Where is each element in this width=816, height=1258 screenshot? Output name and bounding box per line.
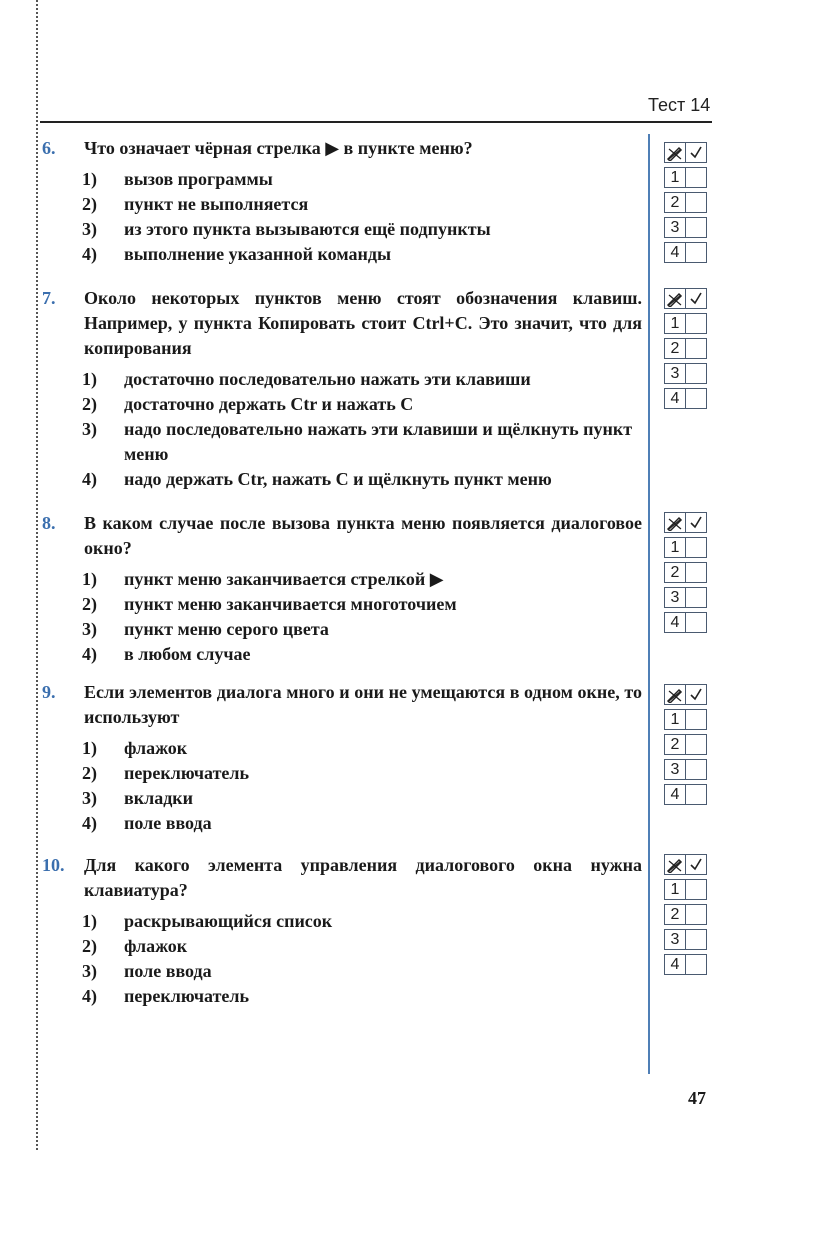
answer-option [42, 617, 642, 642]
question-number: 8. [42, 513, 56, 533]
pencil-cross-icon [664, 142, 686, 163]
option-number: 1) [82, 369, 97, 389]
question-number: 7. [42, 288, 56, 308]
answer-checkbox[interactable] [686, 954, 707, 975]
answer-checkbox[interactable] [686, 904, 707, 925]
question-number: 10. [42, 855, 65, 875]
option-text: пункт меню заканчивается стрелкой ▶ [124, 569, 444, 589]
answer-label: 2 [664, 734, 686, 755]
answer-label: 4 [664, 388, 686, 409]
answer-checkbox[interactable] [686, 759, 707, 780]
answer-option [42, 192, 642, 217]
answer-option [42, 567, 642, 592]
option-number: 2) [82, 763, 97, 783]
answer-box-q9 [664, 684, 716, 809]
answer-option [42, 786, 642, 811]
question-text: В каком случае после вызова пункта меню появляется диалоговое окно? [84, 513, 642, 558]
answer-checkbox[interactable] [686, 612, 707, 633]
answer-column-divider [648, 134, 650, 1074]
page-number: 47 [688, 1088, 706, 1108]
answer-label: 1 [664, 537, 686, 558]
option-text: переключатель [124, 763, 250, 783]
answer-option [42, 167, 642, 192]
answer-label: 4 [664, 612, 686, 633]
answer-checkbox[interactable] [686, 363, 707, 384]
answer-box-q7 [664, 288, 716, 413]
option-text: раскрывающийся список [124, 911, 333, 931]
answer-checkbox[interactable] [686, 537, 707, 558]
binding-dotted-line [36, 0, 38, 1150]
answer-option [42, 217, 642, 242]
answer-label: 1 [664, 879, 686, 900]
answer-checkbox[interactable] [686, 242, 707, 263]
answer-option [42, 242, 642, 267]
answer-checkbox[interactable] [686, 167, 707, 188]
option-number: 4) [82, 813, 97, 833]
answer-label: 3 [664, 587, 686, 608]
answer-label: 3 [664, 759, 686, 780]
option-text: пункт меню серого цвета [124, 619, 329, 639]
option-number: 3) [82, 788, 97, 808]
answer-label: 4 [664, 784, 686, 805]
pencil-cross-icon [664, 684, 686, 705]
option-text: надо держать Ctr, нажать C и щёлкнуть пункт меню [124, 469, 552, 489]
option-text: флажок [124, 936, 188, 956]
option-text: выполнение указанной команды [124, 244, 392, 264]
answer-option [42, 761, 642, 786]
answer-label: 1 [664, 709, 686, 730]
header-rule [40, 121, 712, 123]
answer-option [42, 367, 642, 392]
option-text: пункт не выполняется [124, 194, 309, 214]
question-7 [42, 286, 642, 492]
checkmark-icon [686, 288, 707, 309]
option-number: 3) [82, 619, 97, 639]
option-text: вызов программы [124, 169, 273, 189]
option-number: 3) [82, 961, 97, 981]
option-text: вкладки [124, 788, 194, 808]
answer-box-q6 [664, 142, 716, 267]
question-9 [42, 680, 642, 836]
answer-checkbox[interactable] [686, 217, 707, 238]
option-number: 4) [82, 244, 97, 264]
option-text: флажок [124, 738, 188, 758]
answer-option [42, 811, 642, 836]
answer-label: 3 [664, 363, 686, 384]
answer-option [42, 984, 642, 1009]
answer-option [42, 736, 642, 761]
option-text: переключатель [124, 986, 250, 1006]
checkmark-icon [686, 684, 707, 705]
option-text: надо последовательно нажать эти клавиши и щёлкнуть пункт меню [124, 419, 633, 464]
answer-label: 4 [664, 954, 686, 975]
option-number: 1) [82, 738, 97, 758]
question-6 [42, 136, 642, 267]
pencil-cross-icon [664, 288, 686, 309]
answer-option [42, 909, 642, 934]
option-number: 4) [82, 469, 97, 489]
answer-checkbox[interactable] [686, 929, 707, 950]
question-number: 9. [42, 682, 56, 702]
option-text: поле ввода [124, 813, 212, 833]
option-number: 3) [82, 419, 97, 439]
answer-checkbox[interactable] [686, 313, 707, 334]
pencil-cross-icon [664, 854, 686, 875]
answer-box-q8 [664, 512, 716, 637]
question-text: Около некоторых пунктов меню стоят обозначения клавиш. Например, у пункта Копировать стоит Ctrl+C. Это значит, что для копирования [84, 288, 642, 358]
question-text: Для какого элемента управления диалогового окна нужна клавиатура? [84, 855, 642, 900]
option-text: поле ввода [124, 961, 212, 981]
option-number: 1) [82, 169, 97, 189]
answer-checkbox[interactable] [686, 709, 707, 730]
question-10 [42, 853, 642, 1009]
checkmark-icon [686, 142, 707, 163]
option-number: 1) [82, 911, 97, 931]
question-text: Что означает чёрная стрелка ▶ в пункте меню? [84, 138, 473, 158]
answer-label: 3 [664, 217, 686, 238]
option-number: 2) [82, 594, 97, 614]
option-text: пункт меню заканчивается многоточием [124, 594, 457, 614]
answer-label: 2 [664, 338, 686, 359]
answer-checkbox[interactable] [686, 734, 707, 755]
question-number: 6. [42, 138, 56, 158]
pencil-cross-icon [664, 512, 686, 533]
answer-checkbox[interactable] [686, 879, 707, 900]
answer-label: 4 [664, 242, 686, 263]
answer-checkbox[interactable] [686, 784, 707, 805]
option-number: 4) [82, 986, 97, 1006]
answer-option [42, 392, 642, 417]
answer-option [42, 417, 642, 467]
checkmark-icon [686, 512, 707, 533]
answer-checkbox[interactable] [686, 192, 707, 213]
option-text: достаточно последовательно нажать эти клавиши [124, 369, 531, 389]
answer-option [42, 642, 642, 667]
question-text: Если элементов диалога много и они не умещаются в одном окне, то используют [84, 682, 642, 727]
answer-option [42, 467, 642, 492]
option-text: достаточно держать Ctr и нажать C [124, 394, 414, 414]
option-number: 1) [82, 569, 97, 589]
option-text: в любом случае [124, 644, 251, 664]
answer-label: 1 [664, 167, 686, 188]
option-number: 3) [82, 219, 97, 239]
answer-checkbox[interactable] [686, 562, 707, 583]
answer-label: 1 [664, 313, 686, 334]
option-text: из этого пункта вызываются ещё подпункты [124, 219, 491, 239]
answer-checkbox[interactable] [686, 388, 707, 409]
answer-option [42, 959, 642, 984]
answer-label: 3 [664, 929, 686, 950]
answer-option [42, 592, 642, 617]
answer-checkbox[interactable] [686, 587, 707, 608]
test-title: Тест 14 [648, 95, 711, 115]
answer-label: 2 [664, 904, 686, 925]
option-number: 2) [82, 936, 97, 956]
option-number: 2) [82, 194, 97, 214]
option-number: 2) [82, 394, 97, 414]
answer-option [42, 934, 642, 959]
answer-label: 2 [664, 192, 686, 213]
option-number: 4) [82, 644, 97, 664]
answer-checkbox[interactable] [686, 338, 707, 359]
answer-label: 2 [664, 562, 686, 583]
question-8 [42, 511, 642, 667]
answer-box-q10 [664, 854, 716, 979]
checkmark-icon [686, 854, 707, 875]
